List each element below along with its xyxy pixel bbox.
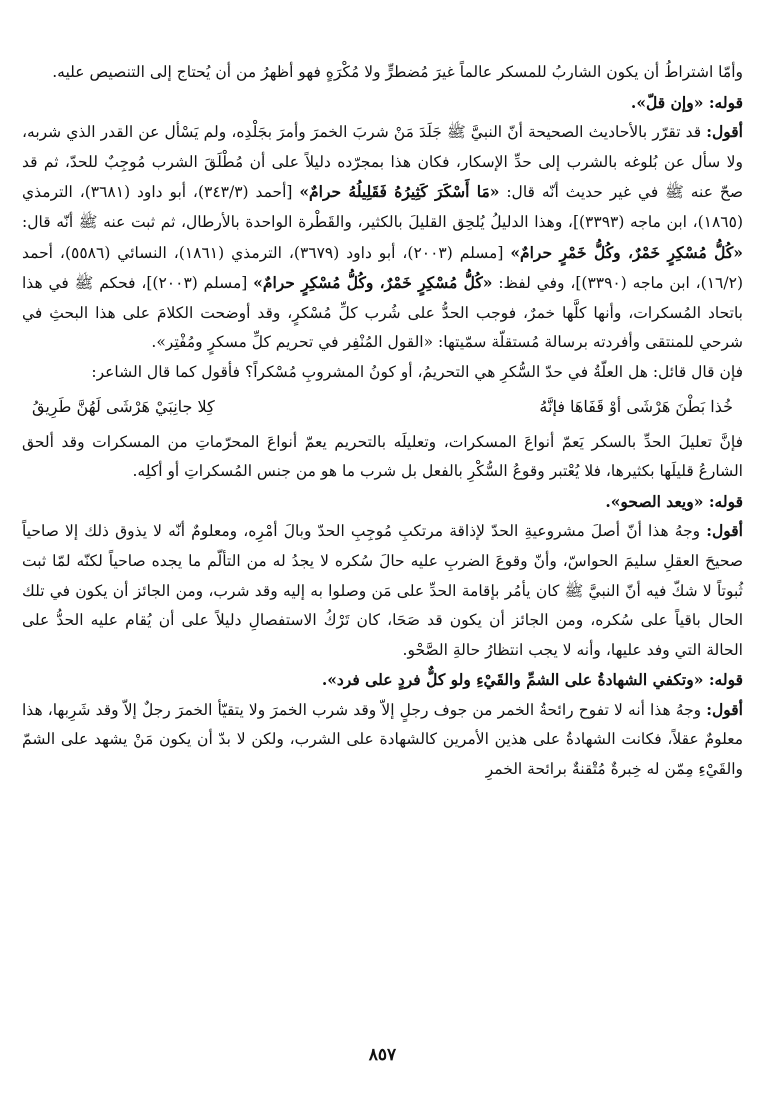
text-run: [أحمد (٣٤٣/٣)، أبو داود (٣٦٨١)، الترمذي (١٨٦٥)، ابن ماجه (٣٣٩٣)]، وهذا الدليلُ يُلحِق القليلَ بالكثير، والقَطْرة الواحدة بالأرطال، ثم ثبت عنه ﷺ أنّه قال: bbox=[22, 183, 743, 231]
verse-first-hemistich: خُذا بَطْنَ هَرْشَى أوْ قَفَاهَا فإنَّهُ bbox=[539, 396, 733, 416]
paragraph-1 bbox=[22, 58, 743, 88]
hadith-quote: «كُلُّ مُسْكِرٍ خَمْرٌ، وكُلُّ مُسْكِرٍ حرامٌ» bbox=[253, 273, 493, 293]
text-run: [مسلم (٢٠٠٣)]، فحكم ﷺ في هذا باتحاد المُسكرات، وأنها كلَّها خمرٌ، فوجب الحدُّ على شُرب كلِّ مُسْكرٍ، وقد أوضحت الكلامَ على هذا البحثِ في شرحي للمنتقى وأفردته برسالة مُستقلّة سمّيتها: «القول المُنْفِر في تحريم كلِّ مسكرٍ ومُفْتِر». bbox=[22, 274, 743, 352]
paragraph-2 bbox=[22, 117, 743, 358]
heading-label: قوله: bbox=[708, 491, 743, 511]
paragraph-text: وأمّا اشتراطُ أن يكون الشاربُ للمسكر عالماً غيرَ مُضطرٍّ ولا مُكْرَهٍ فهو أظهرُ من أن يُحتاج إلى التنصيص عليه. bbox=[52, 63, 743, 81]
paragraph-3: فإن قال قائل: هل العلّةُ في حدّ السُّكرِ هي التحريمُ، أو كونُ المشروبِ مُسْكراً؟ فأقول كما قال الشاعر: bbox=[91, 362, 743, 381]
text-run: قد تقرّر بالأحاديث الصحيحة أنّ النبيَّ ﷺ جَلَدَ مَنْ شربَ الخمرَ وأمرَ بجَلْدِه، ولم يَسْأل عن القدر الذي شربه، ولا سأل عن بُلوغه بالشرب إلى حدِّ الإسكار، فكان هذا بمجرّده دليلاً على أن مُطْلَقَ الشرب مُوجِبٌ للحدّ، ثم قد صحّ عنه ﷺ في غير حديث أنّه قال: bbox=[22, 123, 744, 202]
page-number: ٨٥٧ bbox=[368, 1045, 397, 1065]
paragraph-4: فإنَّ تعليلَ الحدِّ بالسكر يَعمّ أنواعَ المسكرات، وتعليلَه بالتحريم يعمّ أنواعَ المحرّماتِ من المسكرات وقد ألحق الشارعُ قليلَها بكثيرها، فلا يُعْتبر وقوعُ السُّكْرِ بالفعل بل شرب ما هو من جنس المُسكراتِ أو أكلِه. bbox=[22, 432, 743, 481]
verse-second-hemistich: كِلا جانِبَيْ هَرْشَى لَهُنَّ طَرِيقُ bbox=[32, 396, 215, 416]
heading-label: قوله: bbox=[708, 670, 743, 690]
section-heading-1 bbox=[22, 88, 743, 118]
hadith-quote: «مَا أَسْكَرَ كَثِيرُهُ فَقَلِيلُهُ حرامٌ» bbox=[299, 182, 500, 202]
text-run: وجهُ هذا أنه لا تفوح رائحةُ الخمر من جوف رجلٍ إلاّ وقد شرب الخمرَ ولا يتقيّأ الخمرَ رجلٌ إلاّ وقد شَرِبها، هذا معلومٌ عقلاً، فكانت الشهادةُ على هذين الأمرين كالشهادة على الشرب، ولكن لا بدّ أن يكون مَنْ يشهد على الشمّ والقَيْءِ مِمّن له خِبرةٌ مُتْقنةٌ برائحة الخمرِ bbox=[22, 700, 743, 779]
paragraph-5 bbox=[22, 516, 743, 665]
heading-quote: «ويعد الصحو». bbox=[605, 491, 704, 511]
text-run: [مسلم (٢٠٠٣)، أبو داود (٣٦٧٩)، الترمذي (١٨٦١)، النسائي (٥٥٨٦)، أحمد (١٦/٢)، ابن ماجه (٣٣٩٠)]، وفي لفظ: bbox=[22, 243, 743, 293]
aqul-label: أقول: bbox=[706, 699, 743, 719]
section-heading-2 bbox=[22, 487, 743, 517]
heading-quote: «وإن قلّ». bbox=[630, 92, 704, 112]
section-heading-3 bbox=[22, 665, 743, 695]
hadith-quote: «كُلُّ مُسْكِرٍ خَمْرٌ، وكُلُّ خَمْرٍ حرامٌ» bbox=[510, 242, 743, 262]
poetry-verse bbox=[22, 392, 743, 422]
aqul-label: أقول: bbox=[706, 521, 743, 541]
heading-label: قوله: bbox=[708, 92, 743, 112]
heading-quote: «وتكفي الشهادةُ على الشمِّ والقَيْءِ ولو كلٌّ فردٍ على فرد». bbox=[321, 670, 704, 690]
aqul-label: أقول: bbox=[706, 122, 743, 142]
text-run: وجهُ هذا أنّ أصلَ مشروعيةِ الحدّ لإذاقة مرتكبِ مُوجِبِ الحدّ وبالَ أمْرِه، ومعلومٌ أنّه لا يذوق ذلك إلا صاحياً صحيحَ العقلِ سليمَ الحواسّ، وأنّ وقوعَ الضربِ عليه حالَ سُكره لا يجدُ له من التألّم ما يجده صاحياً لكنّه لمّا ثبت ثُبوتاً لا شكّ فيه أنّ النبيَّ ﷺ كان يأمُر بإقامة الحدِّ على مَن وصلوا به إليه وقد شرب، ومن الجائز أن يكون في تلك الحال باقياً على سُكره، ومن الجائز أن يكون قد صَحَا، كان تَرْكُ الاستفصالِ دليلاً على أن يُقام عليه الحدُّ على الحالة التي وفد عليها، وأنه لا يجب انتظارُ حالةِ الصَّحْو. bbox=[22, 522, 743, 659]
paragraph-6 bbox=[22, 695, 743, 785]
